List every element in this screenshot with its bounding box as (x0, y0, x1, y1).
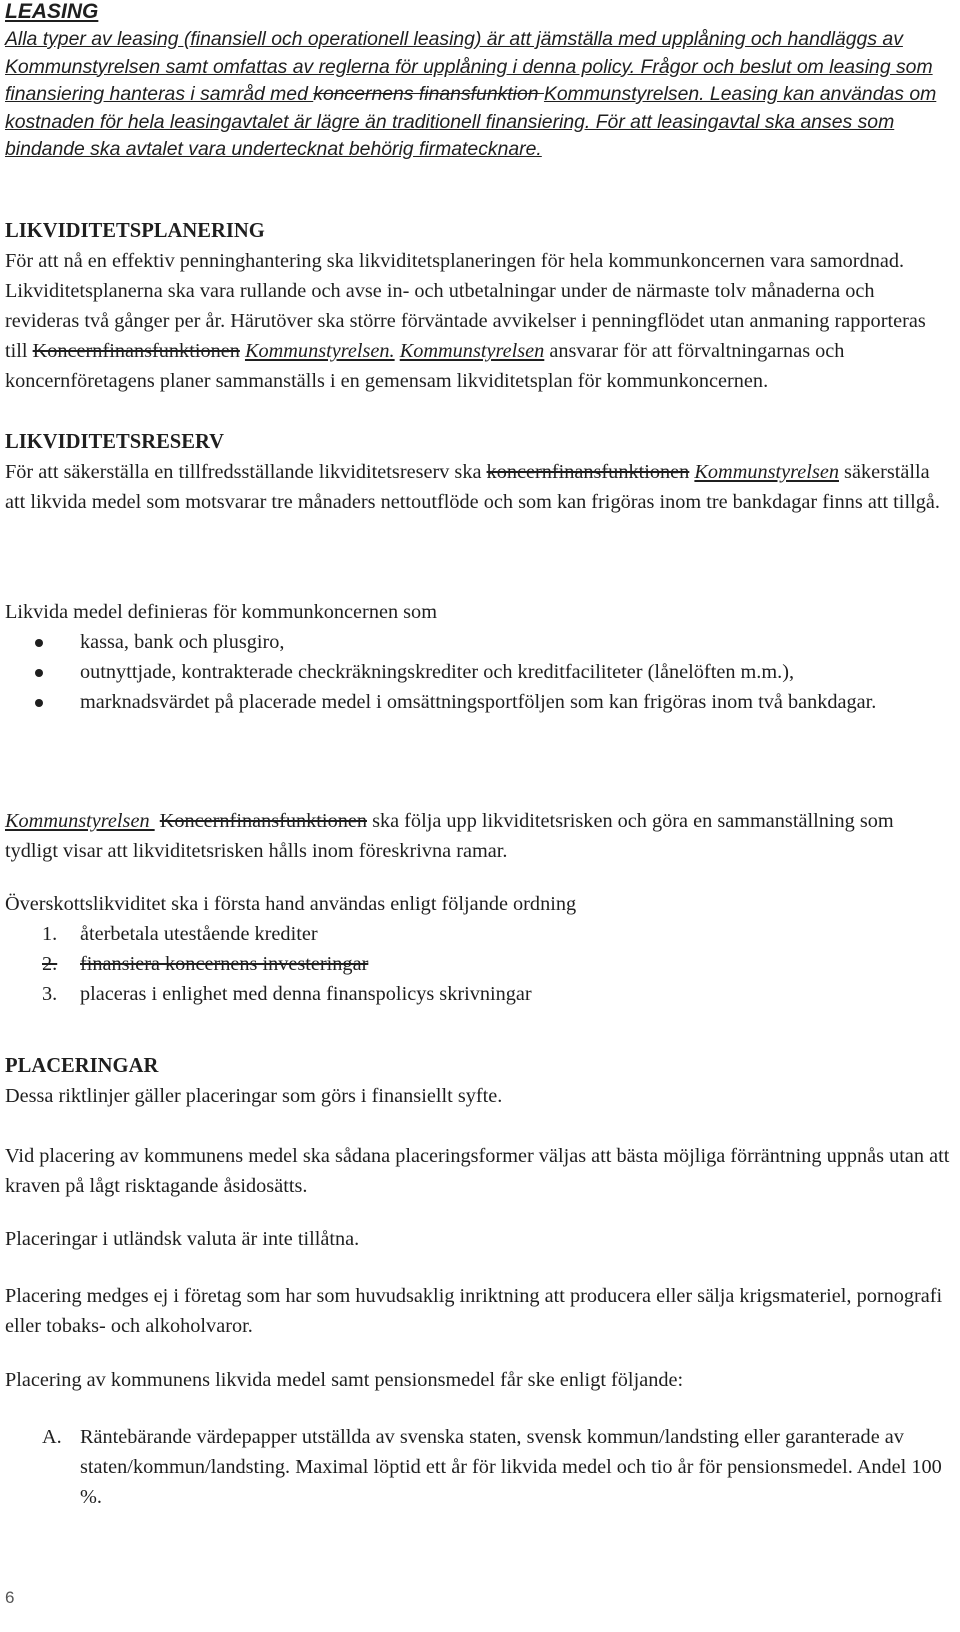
likvida-medel-list (5, 627, 951, 717)
list-item (5, 687, 951, 717)
leasing-deleted-text: koncernens finansfunktion (313, 83, 544, 105)
placeringar-paragraph-2: Vid placering av kommunens medel ska sådana placeringsformer väljas att bästa möjliga förräntning uppnås utan att kraven på lågt risktagande åsidosätts. (5, 1145, 950, 1197)
placeringar-heading: PLACERINGAR (5, 1055, 159, 1077)
likviditetsplanering-inserted-text: Kommunstyrelsen. (244, 340, 395, 362)
list-number: 3. (42, 983, 58, 1005)
list-item-text: marknadsvärdet på placerade medel i omsättningsportföljen som kan frigöras inom två bankdagar. (80, 691, 877, 713)
list-item (5, 919, 951, 949)
uppfoljning-inserted-text: Kommunstyrelsen (5, 810, 155, 832)
likviditetsplanering-section (5, 216, 951, 396)
likviditetsplanering-deleted-text: Koncernfinansfunktionen (32, 340, 240, 362)
overskott-intro: Överskottslikviditet ska i första hand användas enligt följande ordning (5, 893, 577, 915)
leasing-text-1: Alla typer av leasing (finansiell och operationell leasing) är att jämställa med upplåning och handläggs av Kommunstyrelsen samt omfattas av reglerna för upplåning i denna policy. Frågor och beslut om leasing som finansiering hanteras i samråd med (5, 28, 933, 105)
bullet-icon (35, 669, 43, 677)
placeringar-paragraph-4: Placering medges ej i företag som har som huvudsaklig inriktning att producera eller sälja krigsmateriel, pornografi eller tobaks- och alkoholvaror. (5, 1285, 943, 1337)
placeringar-paragraph-5: Placering av kommunens likvida medel samt pensionsmedel får ske enligt följande: (5, 1369, 684, 1391)
likvida-medel-block (5, 597, 951, 717)
list-item-text: kassa, bank och plusgiro, (80, 631, 285, 653)
bullet-icon (35, 639, 43, 647)
placeringar-section (5, 1051, 951, 1111)
page-number: 6 (5, 1588, 15, 1607)
likviditetsplanering-inserted-text-2: Kommunstyrelsen (399, 340, 545, 362)
likviditetsreserv-inserted-text: Kommunstyrelsen (694, 461, 839, 483)
list-item (5, 627, 951, 657)
leasing-section (5, 0, 951, 164)
uppfoljning-deleted-text: Koncernfinansfunktionen (159, 810, 367, 832)
list-item-text: återbetala utestående krediter (80, 923, 318, 945)
bullet-icon (35, 699, 43, 707)
likviditetsplanering-text-1: För att nå en effektiv penninghantering ska likviditetsplaneringen för hela kommunkoncernen vara samordnad. Likviditetsplanerna ska vara rullande och avse in- och utbetalningar under de närmaste tolv månaderna och revideras två gånger per år. Härutöver ska större förväntade avvikelser i penningflödet utan anmaning rapporteras till (5, 250, 926, 362)
uppfoljning-text: ska följa upp likviditetsrisken och göra en sammanställning som tydligt visar att likviditetsrisken hålls inom föreskrivna ramar. (5, 810, 894, 862)
list-item (5, 979, 951, 1009)
list-item-struck (5, 949, 951, 979)
likviditetsreserv-heading: LIKVIDITETSRESERV (5, 431, 225, 453)
likviditetsplanering-heading: LIKVIDITETSPLANERING (5, 220, 265, 242)
list-item-text: placeras i enlighet med denna finanspolicys skrivningar (80, 983, 532, 1005)
list-number: 2. (42, 953, 58, 975)
likviditetsreserv-text-2: säkerställa att likvida medel som motsvarar tre månaders nettoutflöde och som kan frigöras inom tre bankdagar finns att tillgå. (5, 461, 940, 513)
placeringar-paragraph-3: Placeringar i utländsk valuta är inte tillåtna. (5, 1228, 360, 1250)
item-label: A. (42, 1426, 62, 1448)
placering-item-a (5, 1422, 951, 1512)
leasing-paragraph (5, 26, 951, 164)
list-item (5, 657, 951, 687)
likviditetsplanering-paragraph (5, 246, 951, 396)
likviditetsreserv-section (5, 427, 951, 517)
item-text: Räntebärande värdepapper utställda av svenska staten, svensk kommun/landsting eller garanterade av staten/kommun/landsting. Maximal löptid ett år för likvida medel och tio år för pensionsmedel. Andel 100 %. (80, 1426, 942, 1508)
likviditetsreserv-deleted-text: koncernfinansfunktionen (486, 461, 690, 483)
likviditetsreserv-paragraph (5, 457, 951, 517)
list-item-text: outnyttjade, kontrakterade checkräkningskrediter och kreditfaciliteter (lånelöften m.m.), (80, 661, 795, 683)
uppfoljning-paragraph (5, 806, 951, 866)
placeringar-paragraph-1: Dessa riktlinjer gäller placeringar som görs i finansiellt syfte. (5, 1085, 503, 1107)
overskott-order-list (5, 919, 951, 1009)
likviditetsreserv-text-1: För att säkerställa en tillfredsställande likviditetsreserv ska (5, 461, 487, 483)
likvida-medel-intro: Likvida medel definieras för kommunkoncernen som (5, 601, 437, 623)
document-page (5, 0, 953, 1607)
leasing-heading: LEASING (5, 0, 99, 23)
overskott-block (5, 889, 951, 1009)
leasing-text-2: Kommunstyrelsen. Leasing kan användas om kostnaden för hela leasingavtalet är lägre än traditionell finansiering. För att leasingavtal ska anses som bindande ska avtalet vara undertecknat behörig firmatecknare. (5, 83, 937, 160)
likviditetsplanering-text-2: ansvarar för att förvaltningarnas och koncernföretagens planer sammanställs i en gemensam likviditetsplan för kommunkoncernen. (5, 340, 845, 392)
list-item-text: finansiera koncernens investeringar (80, 953, 369, 975)
list-number: 1. (42, 923, 58, 945)
